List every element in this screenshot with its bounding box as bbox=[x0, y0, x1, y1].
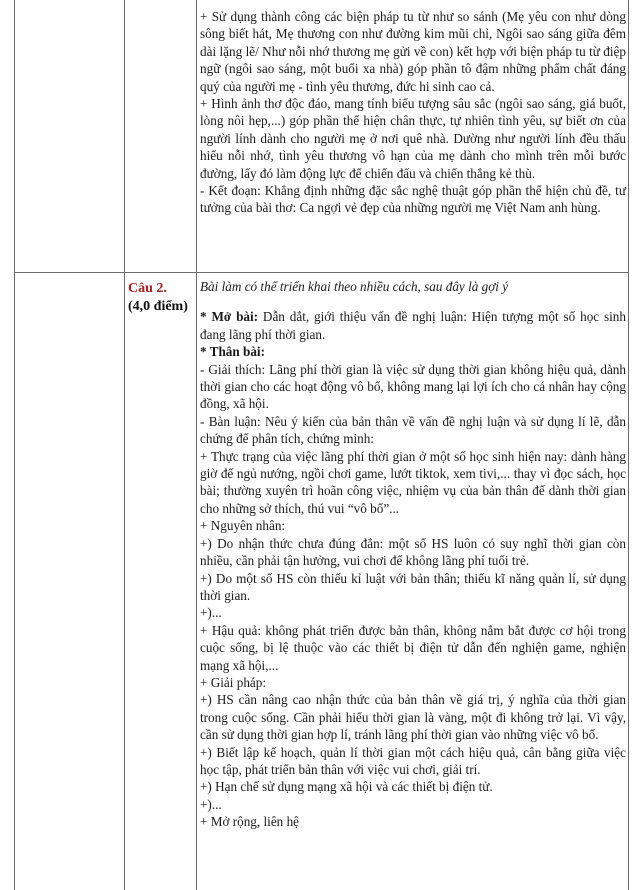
than-bai-label: * Thân bài: bbox=[200, 344, 265, 360]
than-bai-line: +) HS cần nâng cao nhận thức của bản thân về giá trị, ý nghĩa của thời gian trong cuộc sống. Cần phải hiểu thời gian là vàng, một đi không trở lại. Vì vậy, cần sử dụng thời gian hợp lí, tránh lãng phí thời gian vào những việc vô bổ. bbox=[200, 692, 626, 743]
than-bai-line: - Giải thích: Lãng phí thời gian là việc sử dụng thời gian không hiệu quả, dành thời gian cho các hoạt động vô bổ, không mang lại lợi ích cho cá nhân hay cộng đồng, xã hội. bbox=[200, 361, 626, 412]
section1-paragraph-3: - Kết đoạn: Khẳng định những đặc sắc nghệ thuật góp phần thể hiện chủ đề, tư tưởng của bài thơ: Ca ngợi vẻ đẹp của những người mẹ Việt Nam anh hùng. bbox=[200, 183, 626, 216]
question2-intro: Bài làm có thể triển khai theo nhiều cách, sau đây là gợi ý bbox=[200, 279, 509, 294]
than-bai-line: + Thực trạng của việc lãng phí thời gian ở một số học sinh hiện nay: dành hàng giờ để ngủ nướng, ngồi chơi game, lướt tiktok, xem tivi,... thay vì đọc sách, học bài; thường xuyên trì hoãn công việc, nhiệm vụ của bản thân để dành thời gian cho những sở thích, thú vui “vô bổ”... bbox=[200, 448, 626, 516]
than-bai-line: + Nguyên nhân: bbox=[200, 518, 286, 534]
than-bai-line: + Mở rộng, liên hệ bbox=[200, 814, 300, 830]
than-bai-line: +) Do nhận thức chưa đúng đắn: một số HS luôn có suy nghĩ thời gian còn nhiều, cần phải tận hưởng, vui chơi để không lãng phí tuổi trẻ. bbox=[200, 535, 626, 569]
than-bai-line: + Giải pháp: bbox=[200, 674, 267, 690]
question2-content bbox=[200, 278, 626, 831]
than-bai-line: +) Hạn chế sử dụng mạng xã hội và các thiết bị điện tử. bbox=[200, 779, 493, 795]
table-border-left bbox=[14, 0, 15, 890]
section1-paragraph-1: + Sử dụng thành công các biện pháp tu từ như so sánh (Mẹ yêu con như dòng sông biết hát, Mẹ thương con như đường kim mũi chỉ, Ngôi sao sáng giữa đêm dài lặng lẽ/ Như nỗi nhớ thương mẹ gửi về con) kết hợp với biện pháp tu từ điệp ngữ (ngôi sao sáng, một buổi xa nhà) góp phần tô đậm những phẩm chất đáng quý của người mẹ - tình yêu thương, đức hi sinh cao cả. bbox=[200, 9, 626, 94]
table-border-right bbox=[628, 0, 629, 890]
question2-title: Câu 2. bbox=[128, 281, 167, 296]
than-bai-line: - Bàn luận: Nêu ý kiến của bản thân về vấn đề nghị luận và sử dụng lí lẽ, dẫn chứng để phân tích, chứng minh: bbox=[200, 413, 626, 447]
mo-bai-text: Dẫn dắt, giới thiệu vấn đề nghị luận: Hiện tượng một số học sinh đang lãng phí thời gian. bbox=[200, 309, 626, 342]
row-divider bbox=[14, 272, 629, 273]
mo-bai-paragraph bbox=[200, 308, 626, 343]
section1-paragraph-2: + Hình ảnh thơ độc đáo, mang tính biểu tượng sâu sắc (ngôi sao sáng, giá buốt, lòng nôi hẹp,...) góp phần thể hiện chân thực, tự nhiên tình yêu, sự biết ơn của người lính dành cho người mẹ ở nơi quê nhà. Dường như người lính đều thấu hiểu nỗi nhớ, tình yêu thương vô hạn của mẹ dành cho mình trên mỗi bước đường, lấy đó làm động lực để chiến đấu và chiến thắng kẻ thù. bbox=[200, 96, 626, 181]
than-bai-line: +) Biết lập kế hoạch, quản lí thời gian một cách hiệu quả, cân bằng giữa việc học tập, phát triển bản thân với việc vui chơi, giải trí. bbox=[200, 744, 626, 777]
table-border-col2 bbox=[196, 0, 197, 890]
than-bai-line: +)... bbox=[200, 796, 222, 812]
than-bai-line: +) Do một số HS còn thiếu kỉ luật với bản thân; thiếu kĩ năng quản lí, sử dụng thời gian. bbox=[200, 570, 626, 603]
section1-content bbox=[200, 8, 626, 217]
than-bai-line: + Hậu quả: không phát triển được bản thân, không nắm bắt được cơ hội trong cuộc sống, bị lệ thuộc vào các thiết bị điện tử dẫn đến nghiện game, nghiện mạng xã hội,... bbox=[200, 622, 626, 673]
question2-score: (4,0 điểm) bbox=[128, 299, 188, 314]
question2-label bbox=[128, 280, 198, 316]
mo-bai-label: * Mở bài: bbox=[200, 309, 259, 325]
table-border-col1 bbox=[124, 0, 125, 890]
than-bai-line: +)... bbox=[200, 605, 222, 621]
